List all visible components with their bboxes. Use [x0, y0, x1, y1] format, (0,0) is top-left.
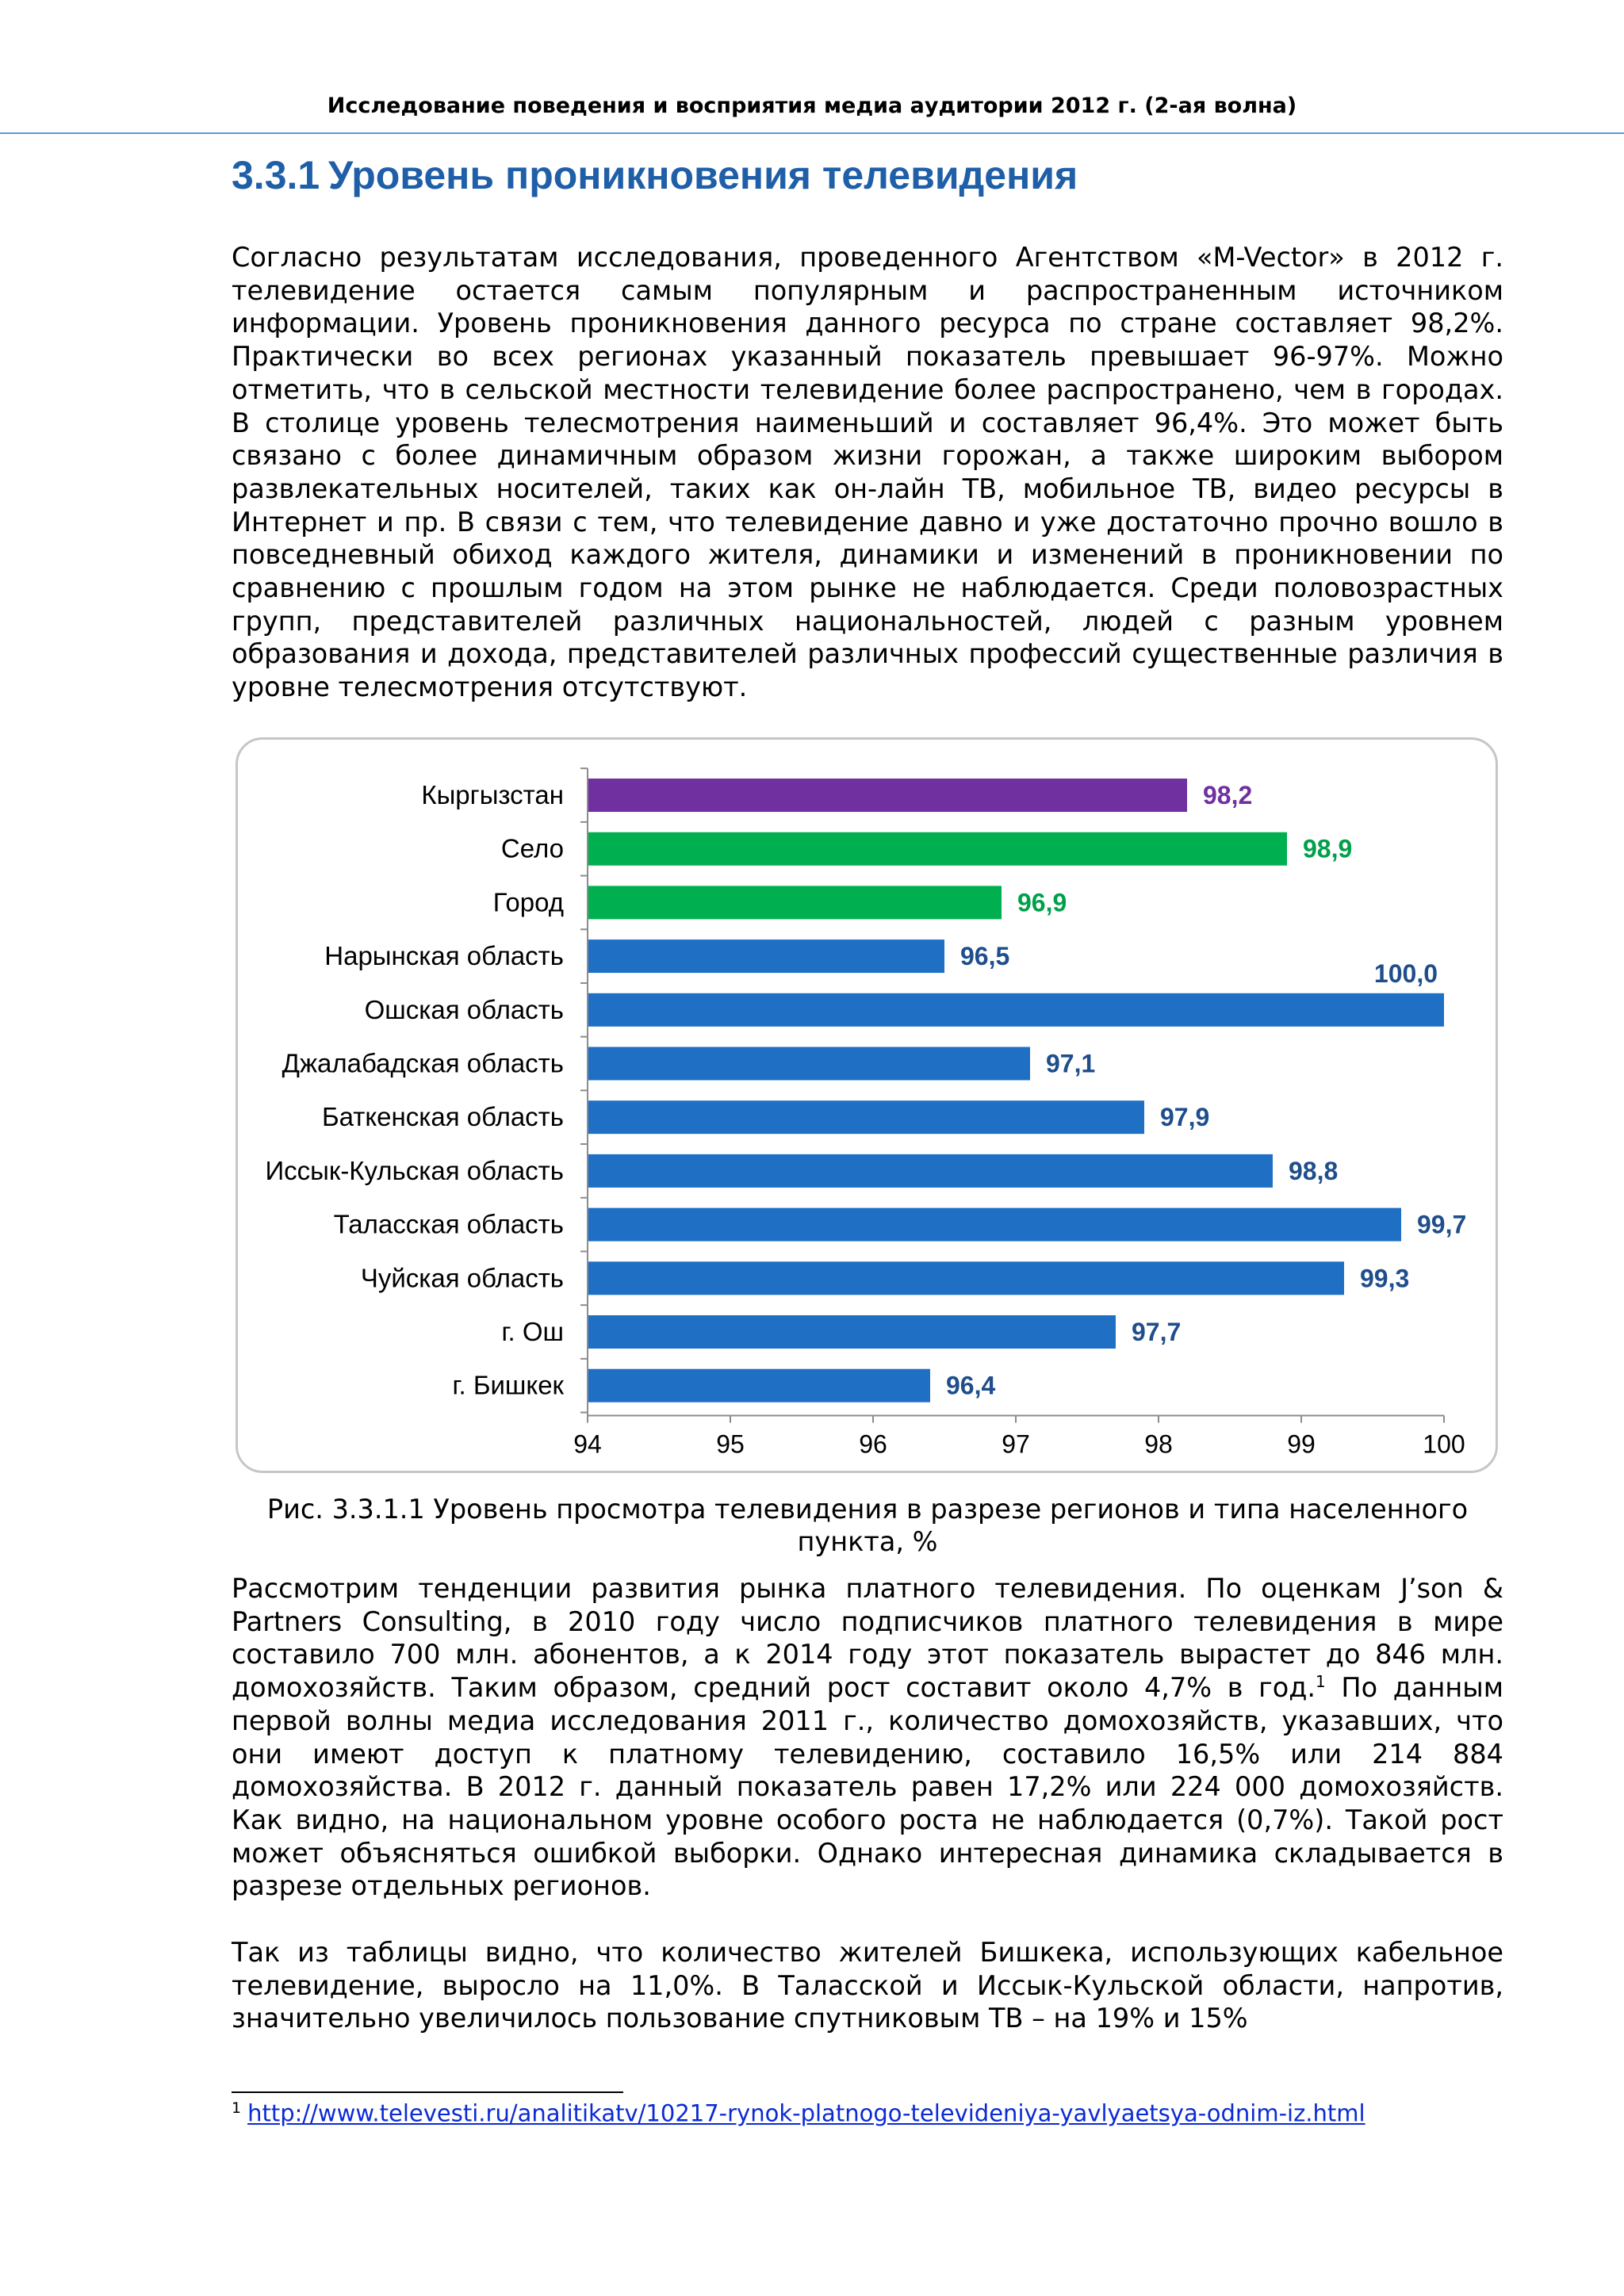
category-label-11: г. Ош: [501, 1317, 564, 1346]
bar-8: [588, 1154, 1273, 1188]
category-label-10: Чуйская область: [360, 1263, 564, 1293]
section-title: Уровень проникновения телевидения: [328, 153, 1078, 197]
category-label-5: Ошская область: [364, 994, 564, 1024]
bar-3: [588, 886, 1002, 919]
category-label-9: Таласская область: [333, 1209, 564, 1239]
header-divider: [0, 132, 1624, 134]
value-label-12: 96,4: [946, 1371, 996, 1400]
value-label-8: 98,8: [1289, 1156, 1339, 1185]
x-tick-label-6: 99: [1287, 1429, 1316, 1459]
bar-5: [588, 993, 1444, 1027]
running-header: Исследование поведения и восприятия медиа аудитории 2012 г. (2-ая волна): [327, 94, 1297, 118]
value-label-1: 98,2: [1203, 781, 1253, 809]
value-label-10: 99,3: [1360, 1264, 1410, 1293]
x-tick-label-3: 96: [859, 1429, 887, 1459]
bar-7: [588, 1100, 1144, 1134]
figure-caption: Рис. 3.3.1.1 Уровень просмотра телевидения в разрезе регионов и типа населенного пункта, %: [266, 1494, 1469, 1557]
value-label-5: 100,0: [1373, 959, 1438, 988]
value-label-11: 97,7: [1132, 1318, 1182, 1346]
bar-4: [588, 939, 944, 973]
x-tick-label-4: 97: [1002, 1429, 1030, 1459]
section-number: 3.3.1: [232, 153, 320, 197]
tv-penetration-bar-chart: [236, 737, 1498, 1473]
x-tick-label-7: 100: [1423, 1429, 1465, 1459]
category-label-4: Нарынская область: [324, 941, 564, 971]
bar-2: [588, 832, 1287, 866]
bar-12: [588, 1369, 930, 1402]
footnote-divider: [232, 2091, 623, 2093]
category-label-2: Село: [500, 833, 564, 863]
category-label-6: Джалабадская область: [282, 1048, 564, 1078]
footnote-link[interactable]: http://www.televesti.ru/analitikatv/10217-rynok-platnogo-televideniya-yavlyaetsya-odnim-iz.html: [247, 2099, 1365, 2127]
footnote-mark: 1: [232, 2099, 242, 2117]
value-label-7: 97,9: [1160, 1103, 1210, 1132]
value-label-2: 98,9: [1303, 834, 1353, 863]
category-label-3: Город: [492, 887, 564, 917]
category-label-8: Иссык-Кульская область: [265, 1155, 564, 1185]
bar-10: [588, 1261, 1344, 1295]
paragraph-3: Так из таблицы видно, что количество жителей Бишкека, использующих кабельное телевидение, выросло на 11,0%. В Таласской и Иссык-Кульской области, напротив, значительно увеличилось пользование спутниковым ТВ – на 19% и 15%: [232, 1937, 1503, 2034]
x-tick-label-1: 94: [573, 1429, 602, 1459]
x-tick-label-2: 95: [716, 1429, 745, 1459]
paragraph-2-text-b: По данным первой волны медиа исследования 2011 г., количество домохозяйств, указавших, что они имеют доступ к платному телевидению, составило 16,5% или 214 884 домохозяйства. В 2012 г. данный показатель равен 17,2% или 224 000 домохозяйств. Как видно, на национальном уровне особого роста не наблюдается (0,7%). Такой рост может объясняться ошибкой выборки. Однако интересная динамика складывается в разрезе отдельных регионов.: [232, 1672, 1503, 1902]
category-label-12: г. Бишкек: [452, 1370, 564, 1400]
footnote-reference[interactable]: 1: [1316, 1671, 1326, 1691]
footnote: [232, 2099, 1365, 2127]
value-label-4: 96,5: [960, 942, 1010, 971]
x-tick-label-5: 98: [1144, 1429, 1173, 1459]
paragraph-1: Согласно результатам исследования, проведенного Агентством «M-Vector» в 2012 г. телевидение остается самым популярным и распространенным источником информации. Уровень проникновения данного ресурса по стране составляет 98,2%. Практически во всех регионах указанный показатель превышает 96-97%. Можно отметить, что в сельской местности телевидение более распространено, чем в городах. В столице уровень телесмотрения наименьший и составляет 96,4%. Это может быть связано с более динамичным образом жизни горожан, а также широким выбором развлекательных носителей, таких как он-лайн ТВ, мобильное ТВ, видео ресурсы в Интернет и пр. В связи с тем, что телевидение давно и уже достаточно прочно вошло в повседневный обиход каждого жителя, динамики и изменений в проникновении по сравнению с прошлым годом на этом рынке не наблюдается. Среди половозрастных групп, представителей различных национальностей, людей с разным уровнем образования и дохода, представителей различных профессий существенные различия в уровне телесмотрения отсутствуют.: [232, 242, 1503, 703]
paragraph-2-text-a: Рассмотрим тенденции развития рынка платного телевидения. По оценкам J’son & Partners Consulting, в 2010 году число подписчиков платного телевидения в мире составило 700 млн. абонентов, а к 2014 году этот показатель вырастет до 846 млн. домохозяйств. Таким образом, средний рост составит около 4,7% в год.: [232, 1573, 1503, 1704]
value-label-3: 96,9: [1017, 888, 1067, 917]
bar-1: [588, 779, 1187, 812]
bar-9: [588, 1208, 1401, 1242]
bar-6: [588, 1047, 1030, 1081]
value-label-9: 99,7: [1417, 1210, 1467, 1239]
bar-11: [588, 1315, 1116, 1349]
category-label-7: Баткенская область: [321, 1102, 564, 1132]
value-label-6: 97,1: [1046, 1049, 1096, 1078]
section-heading: [232, 152, 1078, 198]
paragraph-2: [232, 1572, 1503, 1903]
category-label-1: Кыргызстан: [421, 780, 564, 809]
